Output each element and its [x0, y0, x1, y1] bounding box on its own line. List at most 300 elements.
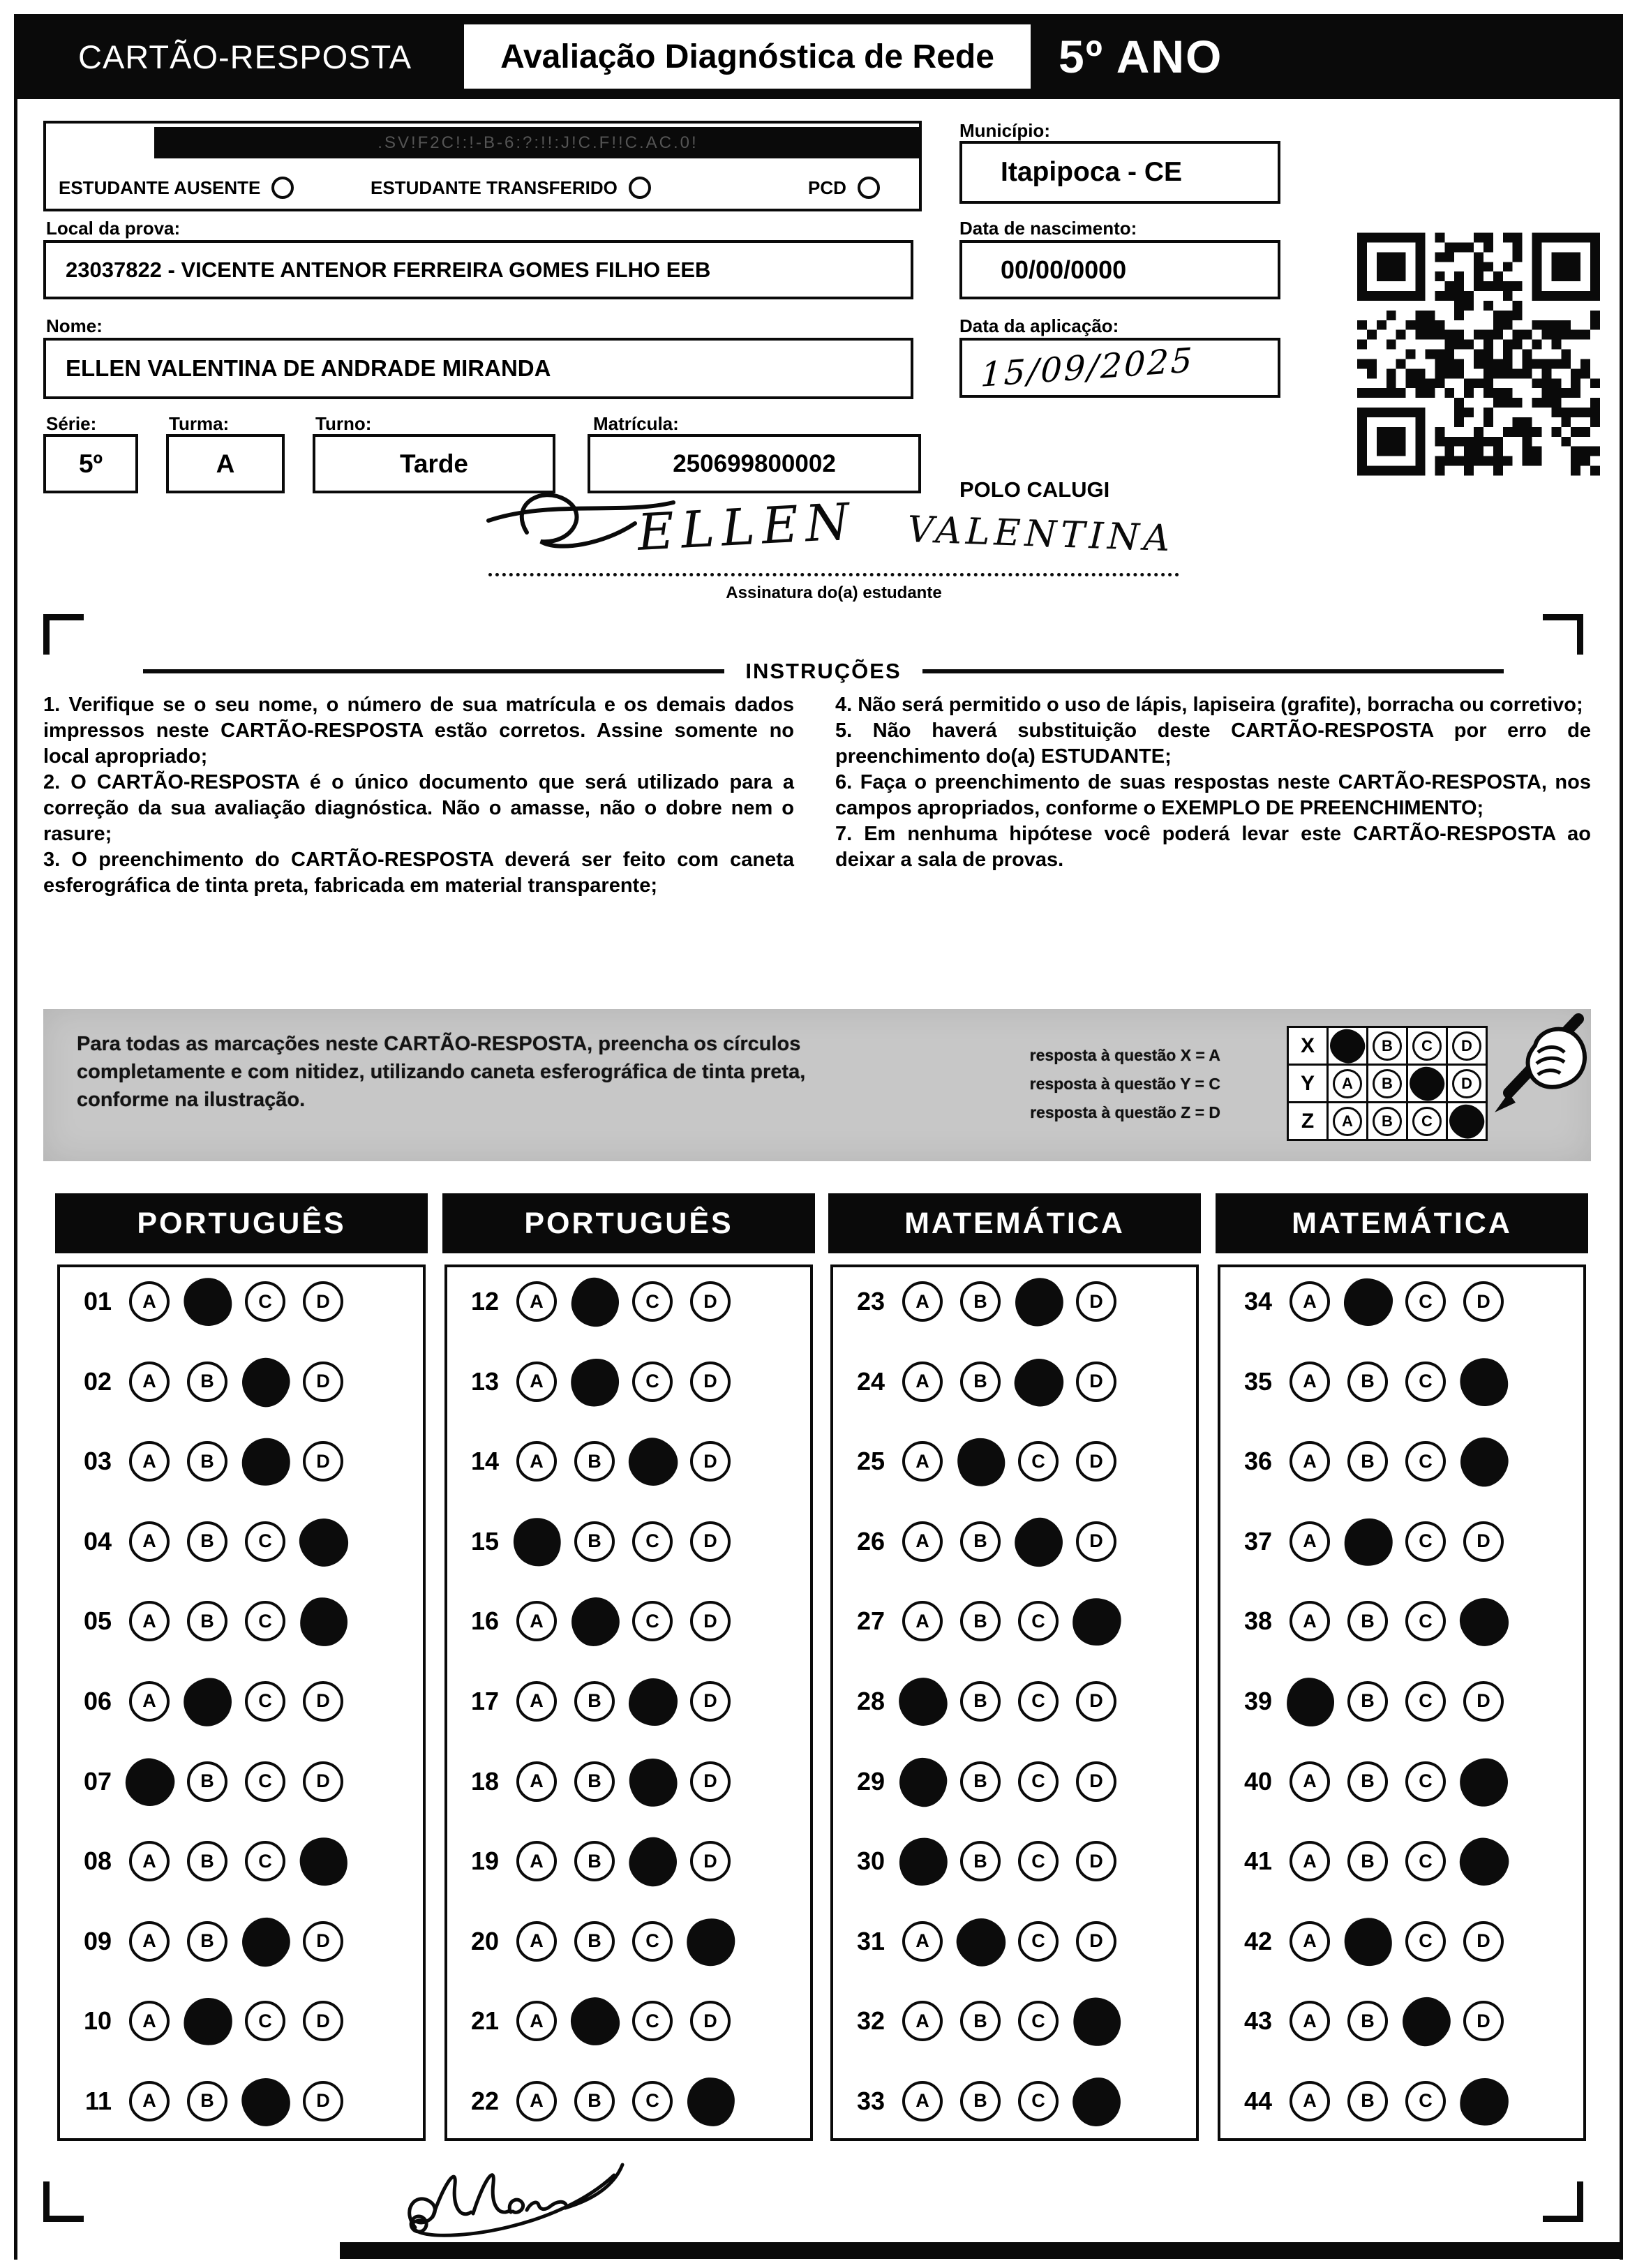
bubble-letter: A [142, 1930, 156, 1952]
bubble-letter: A [142, 2010, 156, 2031]
answer-row [1220, 1921, 1583, 1962]
grade-label: 5º ANO [1059, 31, 1223, 82]
bubble-q35-B[interactable] [1347, 1361, 1388, 1402]
pen-mark [1337, 1910, 1400, 1974]
bubble-letter: A [915, 1450, 929, 1472]
bubble-letter: B [200, 1371, 214, 1392]
local-value: 23037822 - VICENTE ANTENOR FERREIRA GOMES FILHO EEB [66, 257, 711, 282]
bubble-letter: D [1089, 1770, 1103, 1792]
bubble-q16-C[interactable] [632, 1601, 673, 1641]
bubble-q11-A[interactable] [129, 2081, 170, 2121]
answer-box-1 [57, 1264, 426, 2141]
bubble-q41-C[interactable] [1405, 1841, 1446, 1881]
bubble-q27-B[interactable] [960, 1601, 1001, 1641]
pen-mark [623, 1832, 682, 1893]
bubble-letter: C [1419, 1770, 1433, 1792]
answer-row [1220, 1441, 1583, 1482]
bubble-q17-C[interactable] [632, 1681, 673, 1722]
question-number: 34 [1243, 1287, 1272, 1315]
bubble-q19-C[interactable] [632, 1841, 673, 1881]
bubble-q25-B[interactable] [960, 1441, 1001, 1482]
bubble-q33-D[interactable] [1076, 2081, 1116, 2121]
answer-row [833, 1761, 1196, 1802]
bubble-q21-D[interactable] [690, 2001, 731, 2041]
bubble-q23-B[interactable] [960, 1281, 1001, 1322]
bubble-q23-D[interactable] [1076, 1281, 1116, 1322]
bubble-q14-D[interactable] [690, 1441, 731, 1482]
answer-row [833, 1681, 1196, 1722]
pen-mark [1063, 2068, 1131, 2135]
bubble-letter: A [142, 1290, 156, 1312]
example-grid-row [1287, 1026, 1488, 1066]
bubble-q04-A[interactable] [129, 1521, 170, 1562]
bubble-q26-B[interactable] [960, 1521, 1001, 1562]
answer-row [833, 1361, 1196, 1402]
pen-mark [569, 1276, 622, 1329]
student-transferred-circle[interactable] [629, 177, 651, 199]
pen-mark [897, 1755, 950, 1810]
bubble-q01-D[interactable] [303, 1281, 343, 1322]
bubble-q21-B[interactable] [574, 2001, 615, 2041]
answer-row [447, 1601, 810, 1641]
bubble-q36-C[interactable] [1405, 1441, 1446, 1482]
bubble-q43-D[interactable] [1463, 2001, 1504, 2041]
bubble-q42-B[interactable] [1347, 1921, 1388, 1962]
bubble-letter: D [703, 1850, 717, 1872]
title-rule-right [922, 669, 1504, 673]
bubble-q36-B[interactable] [1347, 1441, 1388, 1482]
example-row-label: X [1287, 1026, 1329, 1066]
bubble-letter: B [1361, 1371, 1375, 1392]
bubble-q44-A[interactable] [1290, 2081, 1330, 2121]
bubble-q02-A[interactable] [129, 1361, 170, 1402]
bubble-q40-C[interactable] [1405, 1761, 1446, 1802]
bubble-q19-D[interactable] [690, 1841, 731, 1881]
bubble-q16-B[interactable] [574, 1601, 615, 1641]
pen-mark [1343, 1278, 1393, 1327]
bubble-q34-D[interactable] [1463, 1281, 1504, 1322]
bubble-q19-A[interactable] [516, 1841, 557, 1881]
bubble-q33-A[interactable] [902, 2081, 943, 2121]
bubble-q03-C[interactable] [245, 1441, 285, 1482]
bubble-q06-C[interactable] [245, 1681, 285, 1722]
bubble-q40-D[interactable] [1463, 1761, 1504, 1802]
example-grid [1287, 1026, 1488, 1141]
bubble-q42-A[interactable] [1290, 1921, 1330, 1962]
question-number: 38 [1243, 1606, 1272, 1636]
bubble-q13-A[interactable] [516, 1361, 557, 1402]
question-number: 43 [1243, 2006, 1272, 2036]
answer-row [447, 2001, 810, 2041]
bubble-q35-D[interactable] [1463, 1361, 1504, 1402]
answer-row [60, 1681, 423, 1722]
bubble-q15-B[interactable] [574, 1521, 615, 1562]
bubble-q29-C[interactable] [1018, 1761, 1059, 1802]
bubble-q44-C[interactable] [1405, 2081, 1446, 2121]
pen-mark [1454, 1431, 1514, 1493]
bubble-q10-D[interactable] [303, 2001, 343, 2041]
serie-value: 5º [78, 449, 103, 478]
bubble-q35-C[interactable] [1405, 1361, 1446, 1402]
municipio-label: Município: [959, 120, 1050, 141]
bubble-q22-C[interactable] [632, 2081, 673, 2121]
bubble-q41-B[interactable] [1347, 1841, 1388, 1881]
bubble-q31-D[interactable] [1076, 1921, 1116, 1962]
bubble-q07-D[interactable] [303, 1761, 343, 1802]
bubble-q43-B[interactable] [1347, 2001, 1388, 2041]
example-option-cell [1326, 1026, 1368, 1066]
bubble-q08-B[interactable] [187, 1841, 227, 1881]
municipio-value-box [959, 141, 1280, 204]
bubble-q15-C[interactable] [632, 1521, 673, 1562]
answer-row [60, 1601, 423, 1641]
bubble-q07-C[interactable] [245, 1761, 285, 1802]
example-bubble: A [1333, 1069, 1362, 1098]
bubble-q12-C[interactable] [632, 1281, 673, 1322]
bubble-letter: B [200, 1610, 214, 1632]
title-rule-left [143, 669, 724, 673]
bubble-letter: A [915, 1930, 929, 1952]
pen-mark [622, 1431, 685, 1493]
example-bubble: B [1373, 1107, 1402, 1136]
bubble-q28-C[interactable] [1018, 1681, 1059, 1722]
bubble-q02-D[interactable] [303, 1361, 343, 1402]
bubble-q18-B[interactable] [574, 1761, 615, 1802]
bubble-q10-B[interactable] [187, 2001, 227, 2041]
pen-mark [1450, 1748, 1518, 1816]
bubble-q34-A[interactable] [1290, 1281, 1330, 1322]
question-number: 32 [856, 2006, 885, 2036]
bubble-q39-C[interactable] [1405, 1681, 1446, 1722]
bubble-letter: C [1419, 1610, 1433, 1632]
bubble-q12-D[interactable] [690, 1281, 731, 1322]
bubble-letter: D [1089, 1690, 1103, 1712]
bubble-q26-D[interactable] [1076, 1521, 1116, 1562]
pen-mark [232, 2068, 300, 2135]
bubble-q20-C[interactable] [632, 1921, 673, 1962]
bubble-q34-B[interactable] [1347, 1281, 1388, 1322]
bubble-letter: D [316, 2090, 330, 2112]
bubble-q09-C[interactable] [245, 1921, 285, 1962]
bubble-q23-C[interactable] [1018, 1281, 1059, 1322]
hand-pen-illustration [1467, 1010, 1589, 1133]
bubble-letter: A [530, 2010, 544, 2031]
example-bubble: A [1333, 1107, 1362, 1136]
bubble-letter: B [200, 1850, 214, 1872]
bubble-q31-C[interactable] [1018, 1921, 1059, 1962]
bubble-q06-D[interactable] [303, 1681, 343, 1722]
student-absent-circle[interactable] [271, 177, 294, 199]
bubble-q17-D[interactable] [690, 1681, 731, 1722]
bubble-q30-D[interactable] [1076, 1841, 1116, 1881]
question-number: 44 [1243, 2086, 1272, 2115]
local-value-box [43, 240, 913, 299]
bubble-q24-B[interactable] [960, 1361, 1001, 1402]
bubble-q24-D[interactable] [1076, 1361, 1116, 1402]
bubble-letter: A [142, 1690, 156, 1712]
answer-header-2: PORTUGUÊS [442, 1193, 815, 1253]
bubble-q01-C[interactable] [245, 1281, 285, 1322]
question-number: 02 [83, 1366, 112, 1396]
bubble-q10-C[interactable] [245, 2001, 285, 2041]
bottom-bar [340, 2242, 1623, 2259]
bubble-q28-A[interactable] [902, 1681, 943, 1722]
bubble-q41-A[interactable] [1290, 1841, 1330, 1881]
bubble-q27-D[interactable] [1076, 1601, 1116, 1641]
bubble-q29-B[interactable] [960, 1761, 1001, 1802]
bubble-letter: A [530, 1690, 544, 1712]
bubble-q05-D[interactable] [303, 1601, 343, 1641]
bubble-letter: C [645, 2090, 659, 2112]
bubble-q37-B[interactable] [1347, 1521, 1388, 1562]
answer-row [833, 1521, 1196, 1562]
bubble-letter: A [1303, 1770, 1317, 1792]
bubble-q20-A[interactable] [516, 1921, 557, 1962]
bubble-letter: C [1419, 1690, 1433, 1712]
bubble-q28-D[interactable] [1076, 1681, 1116, 1722]
bubble-q22-A[interactable] [516, 2081, 557, 2121]
bubble-letter: B [973, 1770, 987, 1792]
fill-example-text: Para todas as marcações neste CARTÃO-RESPOSTA, preencha os círculos completamente e com nitidez, utilizando caneta esferográfica de tinta preta, conforme na ilustração. [77, 1033, 806, 1111]
bubble-q32-A[interactable] [902, 2001, 943, 2041]
bubble-q40-B[interactable] [1347, 1761, 1388, 1802]
bubble-letter: C [258, 1290, 272, 1312]
example-row-label: Z [1287, 1101, 1329, 1141]
pen-mark [949, 1430, 1012, 1494]
pen-mark [562, 1588, 629, 1656]
student-transferred-group [371, 177, 651, 199]
question-number: 41 [1243, 1847, 1272, 1876]
bubble-q33-B[interactable] [960, 2081, 1001, 2121]
bubble-q02-B[interactable] [187, 1361, 227, 1402]
bubble-q06-B[interactable] [187, 1681, 227, 1722]
bubble-q09-D[interactable] [303, 1921, 343, 1962]
instructions-title-row [143, 659, 1504, 684]
bubble-q35-A[interactable] [1290, 1361, 1330, 1402]
bubble-q15-A[interactable] [516, 1521, 557, 1562]
bubble-q10-A[interactable] [129, 2001, 170, 2041]
bubble-q27-A[interactable] [902, 1601, 943, 1641]
bubble-q37-D[interactable] [1463, 1521, 1504, 1562]
bubble-q18-A[interactable] [516, 1761, 557, 1802]
answer-column-1 [55, 1193, 428, 2141]
question-number: 33 [856, 2086, 885, 2115]
bubble-letter: C [645, 1610, 659, 1632]
pcd-circle[interactable] [858, 177, 880, 199]
bubble-q39-B[interactable] [1347, 1681, 1388, 1722]
bubble-q32-D[interactable] [1076, 2001, 1116, 2041]
bubble-q11-C[interactable] [245, 2081, 285, 2121]
bubble-q22-D[interactable] [690, 2081, 731, 2121]
bubble-q38-C[interactable] [1405, 1601, 1446, 1641]
bubble-q14-B[interactable] [574, 1441, 615, 1482]
bubble-letter: A [142, 1610, 156, 1632]
bubble-q12-B[interactable] [574, 1281, 615, 1322]
pen-mark [1393, 1989, 1458, 2054]
bubble-letter: D [1477, 2010, 1490, 2031]
bubble-q42-D[interactable] [1463, 1921, 1504, 1962]
bubble-q33-C[interactable] [1018, 2081, 1059, 2121]
bubble-letter: A [1303, 2090, 1317, 2112]
bubble-q31-A[interactable] [902, 1921, 943, 1962]
question-number: 36 [1243, 1447, 1272, 1476]
bubble-q09-B[interactable] [187, 1921, 227, 1962]
bubble-q16-A[interactable] [516, 1601, 557, 1641]
bubble-q09-A[interactable] [129, 1921, 170, 1962]
bubble-q31-B[interactable] [960, 1921, 1001, 1962]
bubble-q27-C[interactable] [1018, 1601, 1059, 1641]
bubble-letter: D [316, 2010, 330, 2031]
bubble-q07-B[interactable] [187, 1761, 227, 1802]
answer-row [447, 1841, 810, 1881]
bubble-q04-D[interactable] [303, 1521, 343, 1562]
bubble-letter: C [1031, 1770, 1045, 1792]
answer-header-4: MATEMÁTICA [1216, 1193, 1588, 1253]
bubble-q32-B[interactable] [960, 2001, 1001, 2041]
bubble-q03-D[interactable] [303, 1441, 343, 1482]
bubble-q36-D[interactable] [1463, 1441, 1504, 1482]
bubble-q04-C[interactable] [245, 1521, 285, 1562]
bubble-q20-B[interactable] [574, 1921, 615, 1962]
bubble-q26-C[interactable] [1018, 1521, 1059, 1562]
bubble-q39-D[interactable] [1463, 1681, 1504, 1722]
bubble-letter: D [703, 2010, 717, 2031]
bubble-q24-C[interactable] [1018, 1361, 1059, 1402]
bubble-q07-A[interactable] [129, 1761, 170, 1802]
bubble-q25-D[interactable] [1076, 1441, 1116, 1482]
bubble-letter: B [973, 1530, 987, 1552]
bubble-q01-A[interactable] [129, 1281, 170, 1322]
answer-column-2 [442, 1193, 815, 2141]
bubble-q05-B[interactable] [187, 1601, 227, 1641]
bubble-q13-D[interactable] [690, 1361, 731, 1402]
bubble-q14-C[interactable] [632, 1441, 673, 1482]
header-bar [14, 14, 1623, 99]
bubble-q05-C[interactable] [245, 1601, 285, 1641]
bubble-letter: B [1361, 2090, 1375, 2112]
bubble-q05-A[interactable] [129, 1601, 170, 1641]
bubble-q44-D[interactable] [1463, 2081, 1504, 2121]
bubble-q18-D[interactable] [690, 1761, 731, 1802]
answer-row [1220, 1521, 1583, 1562]
bubble-q15-D[interactable] [690, 1521, 731, 1562]
bubble-q40-A[interactable] [1290, 1761, 1330, 1802]
pen-mark [562, 1989, 629, 2055]
bubble-q11-B[interactable] [187, 2081, 227, 2121]
bubble-q24-A[interactable] [902, 1361, 943, 1402]
serie-label: Série: [46, 413, 97, 434]
bubble-q34-C[interactable] [1405, 1281, 1446, 1322]
bubble-q16-D[interactable] [690, 1601, 731, 1641]
bubble-q38-A[interactable] [1290, 1601, 1330, 1641]
bubble-q13-B[interactable] [574, 1361, 615, 1402]
bubble-q17-A[interactable] [516, 1681, 557, 1722]
bubble-q17-B[interactable] [574, 1681, 615, 1722]
crop-mark-top-right [1543, 614, 1583, 655]
bubble-q26-A[interactable] [902, 1521, 943, 1562]
pen-mark [174, 1269, 241, 1336]
bubble-q42-C[interactable] [1405, 1921, 1446, 1962]
pen-mark [292, 1830, 356, 1895]
bubble-q19-B[interactable] [574, 1841, 615, 1881]
bubble-q20-D[interactable] [690, 1921, 731, 1962]
bubble-q08-C[interactable] [245, 1841, 285, 1881]
bubble-letter: B [200, 1930, 214, 1952]
bubble-q29-D[interactable] [1076, 1761, 1116, 1802]
bubble-letter: D [703, 1450, 717, 1472]
bubble-q43-C[interactable] [1405, 2001, 1446, 2041]
bubble-letter: A [915, 1371, 929, 1392]
bubble-q30-A[interactable] [902, 1841, 943, 1881]
bubble-q44-B[interactable] [1347, 2081, 1388, 2121]
answer-row [447, 1361, 810, 1402]
bubble-q13-C[interactable] [632, 1361, 673, 1402]
bubble-letter: B [1361, 1690, 1375, 1712]
bubble-q23-A[interactable] [902, 1281, 943, 1322]
bubble-letter: A [530, 1371, 544, 1392]
bubble-q43-A[interactable] [1290, 2001, 1330, 2041]
pcd-label: PCD [808, 177, 846, 198]
bubble-q30-C[interactable] [1018, 1841, 1059, 1881]
bubble-q28-B[interactable] [960, 1681, 1001, 1722]
bubble-q12-A[interactable] [516, 1281, 557, 1322]
turno-value: Tarde [399, 449, 468, 478]
answer-row [60, 1761, 423, 1802]
bubble-letter: D [1089, 1930, 1103, 1952]
bubble-letter: A [1303, 1450, 1317, 1472]
bubble-q01-B[interactable] [187, 1281, 227, 1322]
pen-mark [234, 1431, 297, 1493]
bubble-q06-A[interactable] [129, 1681, 170, 1722]
signature-caption: Assinatura do(a) estudante [726, 583, 942, 602]
bubble-q18-C[interactable] [632, 1761, 673, 1802]
bubble-q32-C[interactable] [1018, 2001, 1059, 2041]
bubble-letter: A [530, 1610, 544, 1632]
application-date-box[interactable] [959, 338, 1280, 398]
bubble-q25-C[interactable] [1018, 1441, 1059, 1482]
bubble-q30-B[interactable] [960, 1841, 1001, 1881]
bubble-q03-A[interactable] [129, 1441, 170, 1482]
bubble-q37-C[interactable] [1405, 1521, 1446, 1562]
signature-line[interactable] [488, 551, 1179, 576]
bubble-q41-D[interactable] [1463, 1841, 1504, 1881]
bubble-q37-A[interactable] [1290, 1521, 1330, 1562]
bubble-q11-D[interactable] [303, 2081, 343, 2121]
bubble-q04-B[interactable] [187, 1521, 227, 1562]
bubble-q03-B[interactable] [187, 1441, 227, 1482]
bubble-q25-A[interactable] [902, 1441, 943, 1482]
bubble-q21-C[interactable] [632, 2001, 673, 2041]
bubble-q29-A[interactable] [902, 1761, 943, 1802]
pcd-group [808, 177, 880, 199]
bubble-q36-A[interactable] [1290, 1441, 1330, 1482]
fill-example-section [43, 1009, 1591, 1161]
bubble-q14-A[interactable] [516, 1441, 557, 1482]
instructions-right-column [835, 692, 1591, 873]
bubble-q38-B[interactable] [1347, 1601, 1388, 1641]
bubble-q21-A[interactable] [516, 2001, 557, 2041]
bubble-q08-D[interactable] [303, 1841, 343, 1881]
bubble-q38-D[interactable] [1463, 1601, 1504, 1641]
bubble-q39-A[interactable] [1290, 1681, 1330, 1722]
bubble-letter: C [258, 1610, 272, 1632]
bubble-letter: A [1303, 1371, 1317, 1392]
bubble-q08-A[interactable] [129, 1841, 170, 1881]
bubble-q02-C[interactable] [245, 1361, 285, 1402]
question-number: 27 [856, 1606, 885, 1636]
bubble-letter: C [258, 2010, 272, 2031]
bubble-q22-B[interactable] [574, 2081, 615, 2121]
